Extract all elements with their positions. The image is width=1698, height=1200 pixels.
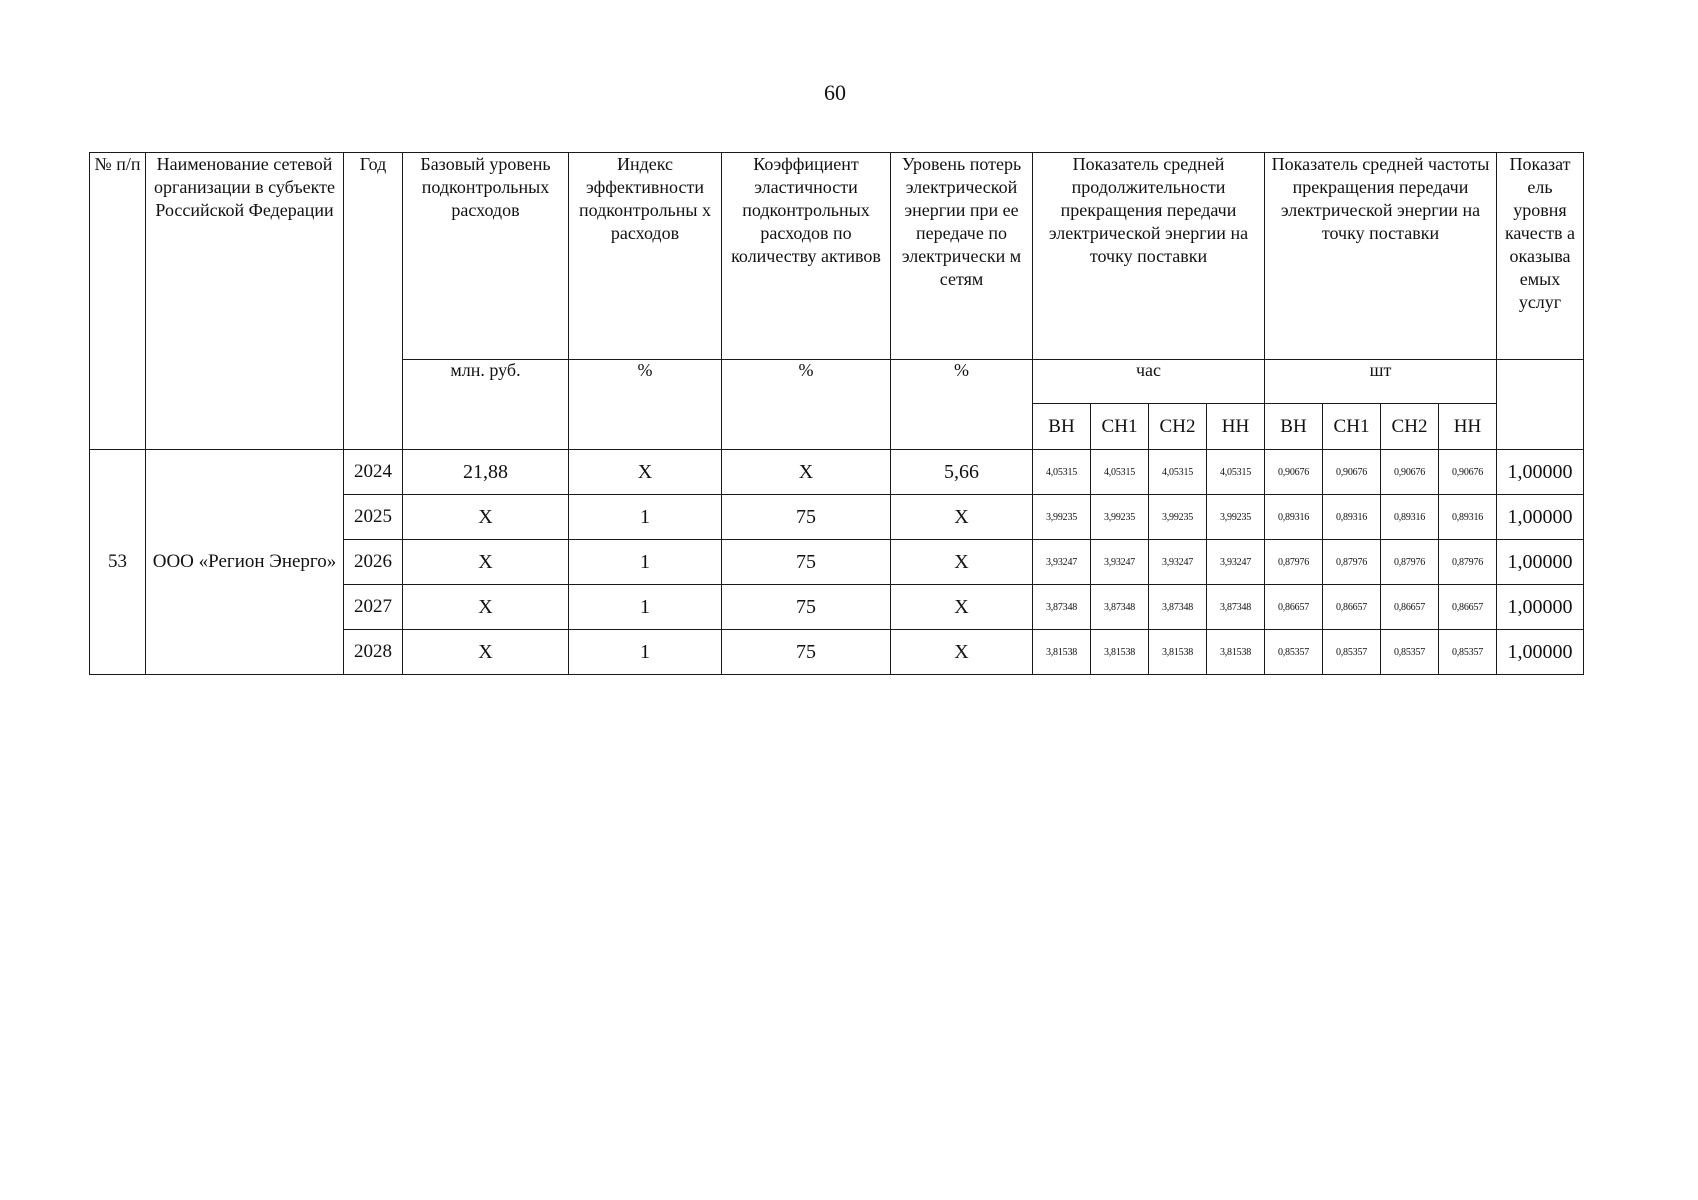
cell-losses: Х [891,630,1033,675]
cell-index: 1 [569,540,722,585]
cell-index: Х [569,450,722,495]
header-duration: Показатель средней продолжительности прекращения передачи электрической энергии на точку поставки [1033,153,1265,360]
tariff-table [89,152,1584,675]
cell-quality: 1,00000 [1497,585,1584,630]
cell-duration: 3,81538 [1207,630,1265,675]
cell-year: 2026 [344,540,403,585]
cell-duration: 3,93247 [1149,540,1207,585]
cell-duration: 3,99235 [1091,495,1149,540]
entry-org-name: ООО «Регион Энерго» [146,450,344,675]
cell-index: 1 [569,585,722,630]
cell-frequency: 0,85357 [1381,630,1439,675]
cell-frequency: 0,85357 [1265,630,1323,675]
cell-frequency: 0,90676 [1439,450,1497,495]
unit-frequency: шт [1265,360,1497,404]
header-year: Год [344,153,403,450]
cell-duration: 4,05315 [1033,450,1091,495]
header-num: № п/п [90,153,146,450]
header-base: Базовый уровень подконтрольных расходов [403,153,569,360]
header-losses: Уровень потерь электрической энергии при ее передаче по электрически м сетям [891,153,1033,360]
cell-losses: 5,66 [891,450,1033,495]
cell-quality: 1,00000 [1497,540,1584,585]
cell-year: 2025 [344,495,403,540]
cell-year: 2024 [344,450,403,495]
frequency-level: СН1 [1323,404,1381,450]
cell-frequency: 0,90676 [1381,450,1439,495]
table-body [90,450,1584,675]
cell-frequency: 0,86657 [1381,585,1439,630]
header-frequency: Показатель средней частоты прекращения передачи электрической энергии на точку поставки [1265,153,1497,360]
cell-duration: 3,99235 [1207,495,1265,540]
table-row [90,450,1584,495]
cell-frequency: 0,87976 [1381,540,1439,585]
cell-coef: 75 [722,495,891,540]
cell-coef: Х [722,450,891,495]
cell-losses: Х [891,585,1033,630]
header-index: Индекс эффективности подконтрольны х расходов [569,153,722,360]
cell-quality: 1,00000 [1497,495,1584,540]
cell-base: Х [403,630,569,675]
cell-duration: 3,81538 [1033,630,1091,675]
cell-year: 2028 [344,630,403,675]
cell-index: 1 [569,495,722,540]
cell-duration: 3,93247 [1091,540,1149,585]
cell-duration: 3,87348 [1207,585,1265,630]
header-org: Наименование сетевой организации в субъекте Российской Федерации [146,153,344,450]
cell-duration: 4,05315 [1091,450,1149,495]
cell-base: 21,88 [403,450,569,495]
cell-frequency: 0,90676 [1265,450,1323,495]
cell-duration: 4,05315 [1207,450,1265,495]
entry-number: 53 [90,450,146,675]
cell-quality: 1,00000 [1497,630,1584,675]
cell-year: 2027 [344,585,403,630]
cell-coef: 75 [722,585,891,630]
cell-index: 1 [569,630,722,675]
cell-frequency: 0,90676 [1323,450,1381,495]
cell-base: Х [403,495,569,540]
cell-duration: 3,93247 [1033,540,1091,585]
cell-duration: 3,93247 [1207,540,1265,585]
cell-frequency: 0,86657 [1323,585,1381,630]
cell-losses: Х [891,540,1033,585]
unit-coef: % [722,360,891,450]
cell-duration: 3,87348 [1149,585,1207,630]
cell-coef: 75 [722,630,891,675]
cell-duration: 3,99235 [1149,495,1207,540]
cell-duration: 3,99235 [1033,495,1091,540]
cell-duration: 3,87348 [1033,585,1091,630]
page-number: 60 [824,80,846,105]
cell-frequency: 0,85357 [1323,630,1381,675]
unit-duration: час [1033,360,1265,404]
cell-frequency: 0,85357 [1439,630,1497,675]
cell-frequency: 0,86657 [1265,585,1323,630]
cell-quality: 1,00000 [1497,450,1584,495]
cell-frequency: 0,87976 [1265,540,1323,585]
table-header [90,153,1584,450]
cell-frequency: 0,87976 [1439,540,1497,585]
duration-level: НН [1207,404,1265,450]
cell-frequency: 0,89316 [1323,495,1381,540]
duration-level: ВН [1033,404,1091,450]
unit-base: млн. руб. [403,360,569,450]
cell-frequency: 0,89316 [1265,495,1323,540]
cell-base: Х [403,540,569,585]
cell-duration: 3,81538 [1091,630,1149,675]
duration-level: СН2 [1149,404,1207,450]
frequency-level: ВН [1265,404,1323,450]
duration-level: СН1 [1091,404,1149,450]
cell-losses: Х [891,495,1033,540]
cell-frequency: 0,87976 [1323,540,1381,585]
header-coef: Коэффициент эластичности подконтрольных расходов по количеству активов [722,153,891,360]
frequency-level: НН [1439,404,1497,450]
unit-index: % [569,360,722,450]
cell-frequency: 0,89316 [1381,495,1439,540]
cell-base: Х [403,585,569,630]
cell-coef: 75 [722,540,891,585]
cell-duration: 3,87348 [1091,585,1149,630]
cell-frequency: 0,86657 [1439,585,1497,630]
cell-duration: 4,05315 [1149,450,1207,495]
cell-duration: 3,81538 [1149,630,1207,675]
header-quality: Показат ель уровня качеств а оказыва емых услуг [1497,153,1584,360]
unit-losses: % [891,360,1033,450]
frequency-level: СН2 [1381,404,1439,450]
unit-quality-empty [1497,360,1584,450]
cell-frequency: 0,89316 [1439,495,1497,540]
